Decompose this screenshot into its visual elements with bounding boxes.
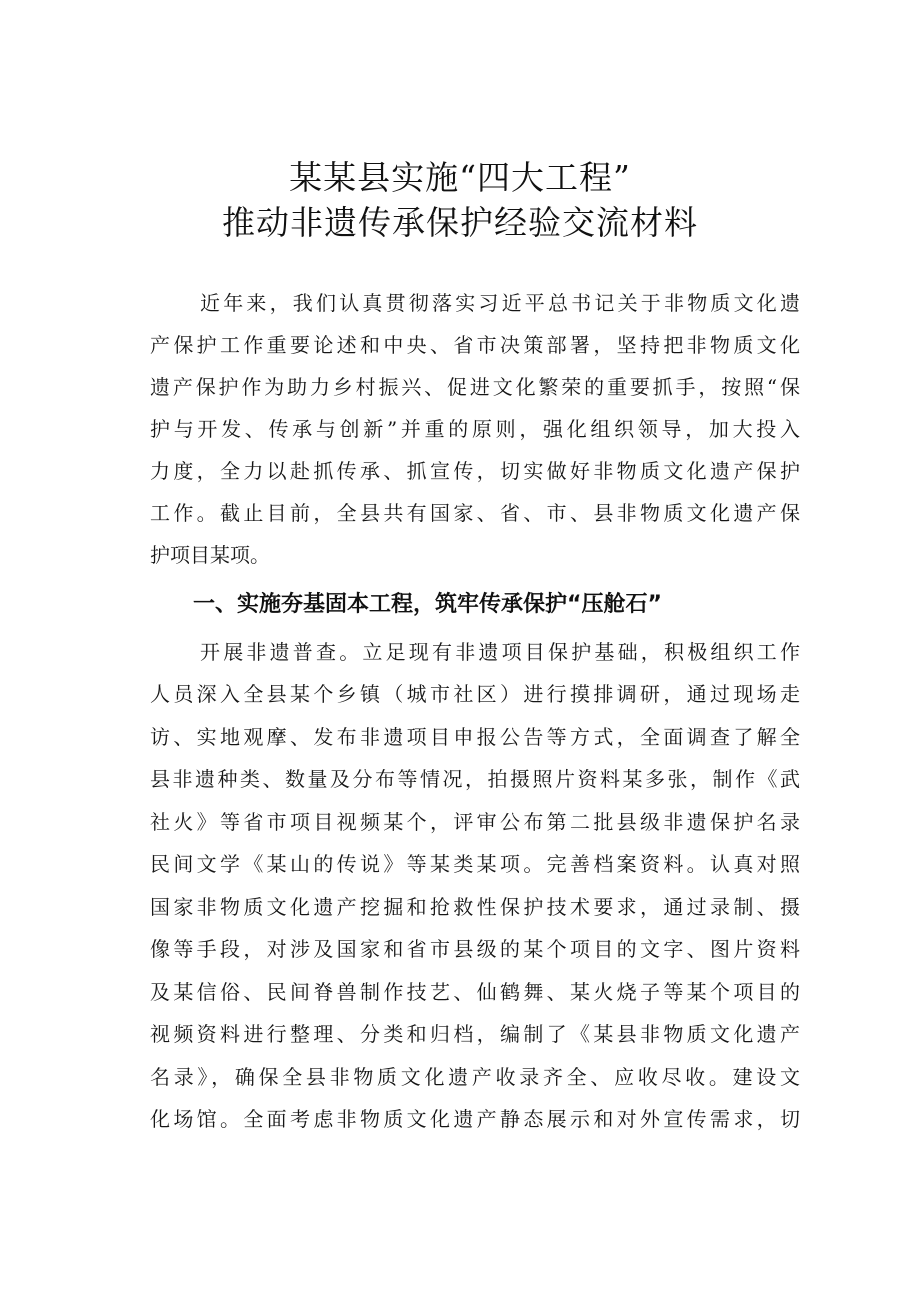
paragraph-line: 产保护工作重要论述和中央、省市决策部署，坚持把非物质文化 [150, 333, 800, 357]
paragraph-line: 化场馆。全面考虑非物质文化遗产静态展示和对外宣传需求，切 [150, 1107, 800, 1131]
paragraph-line: 名录》，确保全县非物质文化遗产收录齐全、应收尽收。建设文 [150, 1065, 800, 1089]
paragraph-line: 县非遗种类、数量及分布等情况，拍摄照片资料某多张，制作《武 [150, 767, 800, 791]
paragraph-line: 遗产保护作为助力乡村振兴、促进文化繁荣的重要抓手，按照“保 [150, 375, 800, 399]
paragraph-line: 力度，全力以赴抓传承、抓宣传，切实做好非物质文化遗产保护 [150, 459, 800, 483]
paragraph-line: 人员深入全县某个乡镇（城市社区）进行摸排调研，通过现场走 [150, 682, 800, 706]
paragraph-line: 像等手段，对涉及国家和省市县级的某个项目的文字、图片资料 [150, 937, 800, 961]
paragraph-line: 开展非遗普查。立足现有非遗项目保护基础，积极组织工作 [200, 640, 800, 664]
paragraph-line: 访、实地观摩、发布非遗项目申报公告等方式，全面调查了解全 [150, 725, 800, 749]
paragraph-line: 工作。截止目前，全县共有国家、省、市、县非物质文化遗产保 [150, 501, 800, 525]
paragraph-line: 民间文学《某山的传说》等某类某项。完善档案资料。认真对照 [150, 852, 800, 876]
paragraph-line: 及某信俗、民间脊兽制作技艺、仙鹤舞、某火烧子等某个项目的 [150, 980, 800, 1004]
paragraph-line: 国家非物质文化遗产挖掘和抢救性保护技术要求，通过录制、摄 [150, 895, 800, 919]
paragraph-line: 近年来，我们认真贯彻落实习近平总书记关于非物质文化遗 [200, 291, 800, 315]
section-heading: 一、实施夯基固本工程，筑牢传承保护“压舱石” [193, 592, 662, 617]
paragraph-line: 视频资料进行整理、分类和归档，编制了《某县非物质文化遗产 [150, 1022, 800, 1046]
paragraph-line: 社火》等省市项目视频某个，评审公布第二批县级非遗保护名录 [150, 810, 800, 834]
document-title-line-2: 推动非遗传承保护经验交流材料 [222, 203, 698, 242]
paragraph-line: 护与开发、传承与创新”并重的原则，强化组织领导，加大投入 [150, 417, 800, 441]
document-title-line-1: 某某县实施“四大工程” [289, 158, 631, 197]
paragraph-line: 护项目某项。 [150, 543, 270, 567]
